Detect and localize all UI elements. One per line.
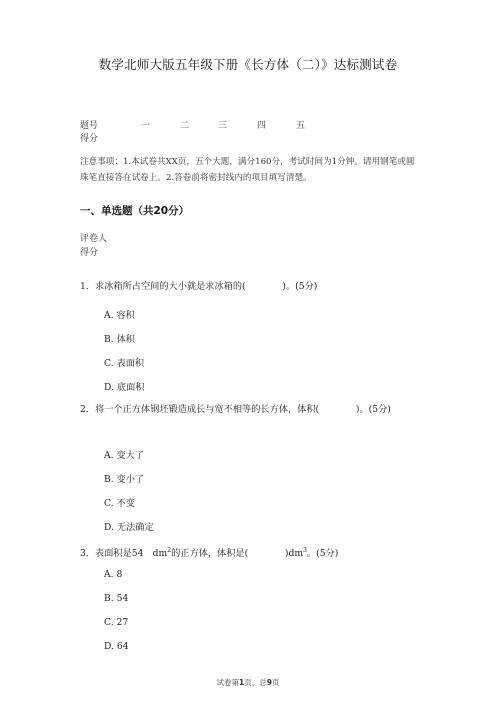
- score-col-4: 四: [257, 121, 267, 131]
- footer-pre: 试卷第: [216, 678, 240, 687]
- question-1-stem: 1．求冰箱所占空间的大小就是求冰箱的( )。(5分): [80, 281, 318, 292]
- question-3-unit-exponent-2: 3: [303, 547, 307, 554]
- page-footer: [0, 677, 496, 688]
- question-3-option-a[interactable]: A. 8: [104, 569, 123, 580]
- question-3-unit-exponent-1: 2: [167, 547, 172, 554]
- section-heading: 一、单选题（共20分）: [80, 205, 190, 217]
- footer-mid: 页，总: [244, 678, 267, 687]
- grader-label: 评卷人: [80, 234, 108, 244]
- footer-total-pages: 9: [266, 678, 272, 687]
- question-3-stem-part-3: 。(5分): [306, 548, 339, 560]
- question-3-option-b[interactable]: B. 54: [104, 593, 129, 604]
- score-row-label-score: 得分: [80, 134, 99, 144]
- question-1-option-c[interactable]: C. 表面积: [104, 358, 145, 369]
- question-2-option-d[interactable]: D. 无法确定: [104, 522, 154, 533]
- question-2-option-c[interactable]: C. 不变: [104, 498, 135, 509]
- score-row-label-number: 题号: [80, 121, 99, 131]
- exam-notice: 注意事项：1.本试卷共XX页，五个大题，满分160分，考试时间为1分钟。请用钢笔或圆珠笔直接答在试卷上。2.答卷前将密封线内的项目填写清楚。: [80, 157, 415, 183]
- question-1-option-d[interactable]: D. 底面积: [104, 382, 145, 393]
- page-title: 数学北师大版五年级下册《长方体（二）》达标测试卷: [98, 57, 398, 72]
- question-2-option-a[interactable]: A. 变大了: [104, 450, 145, 461]
- question-3-stem: [80, 543, 420, 562]
- section-score-label: 得分: [80, 248, 99, 258]
- question-3-stem-part-2: 的正方体，体积是( )dm: [171, 548, 304, 560]
- score-col-1: 一: [141, 121, 151, 131]
- footer-post: 页: [271, 678, 280, 687]
- question-1-option-a[interactable]: A. 容积: [104, 310, 135, 321]
- score-col-2: 二: [180, 121, 190, 131]
- question-3-stem-part-1: 3．表面积是54 dm: [80, 548, 168, 560]
- question-3-option-c[interactable]: C. 27: [104, 617, 129, 628]
- question-2-option-b[interactable]: B. 变小了: [104, 474, 145, 485]
- score-col-3: 三: [218, 121, 228, 131]
- question-2-stem: 2．将一个正方体钢坯锻造成长与宽不相等的长方体，体积( )。(5分): [80, 404, 391, 415]
- footer-page-number: 1: [239, 678, 245, 687]
- question-3-option-d[interactable]: D. 64: [104, 641, 129, 652]
- score-col-5: 五: [296, 121, 306, 131]
- question-1-option-b[interactable]: B. 体积: [104, 334, 135, 345]
